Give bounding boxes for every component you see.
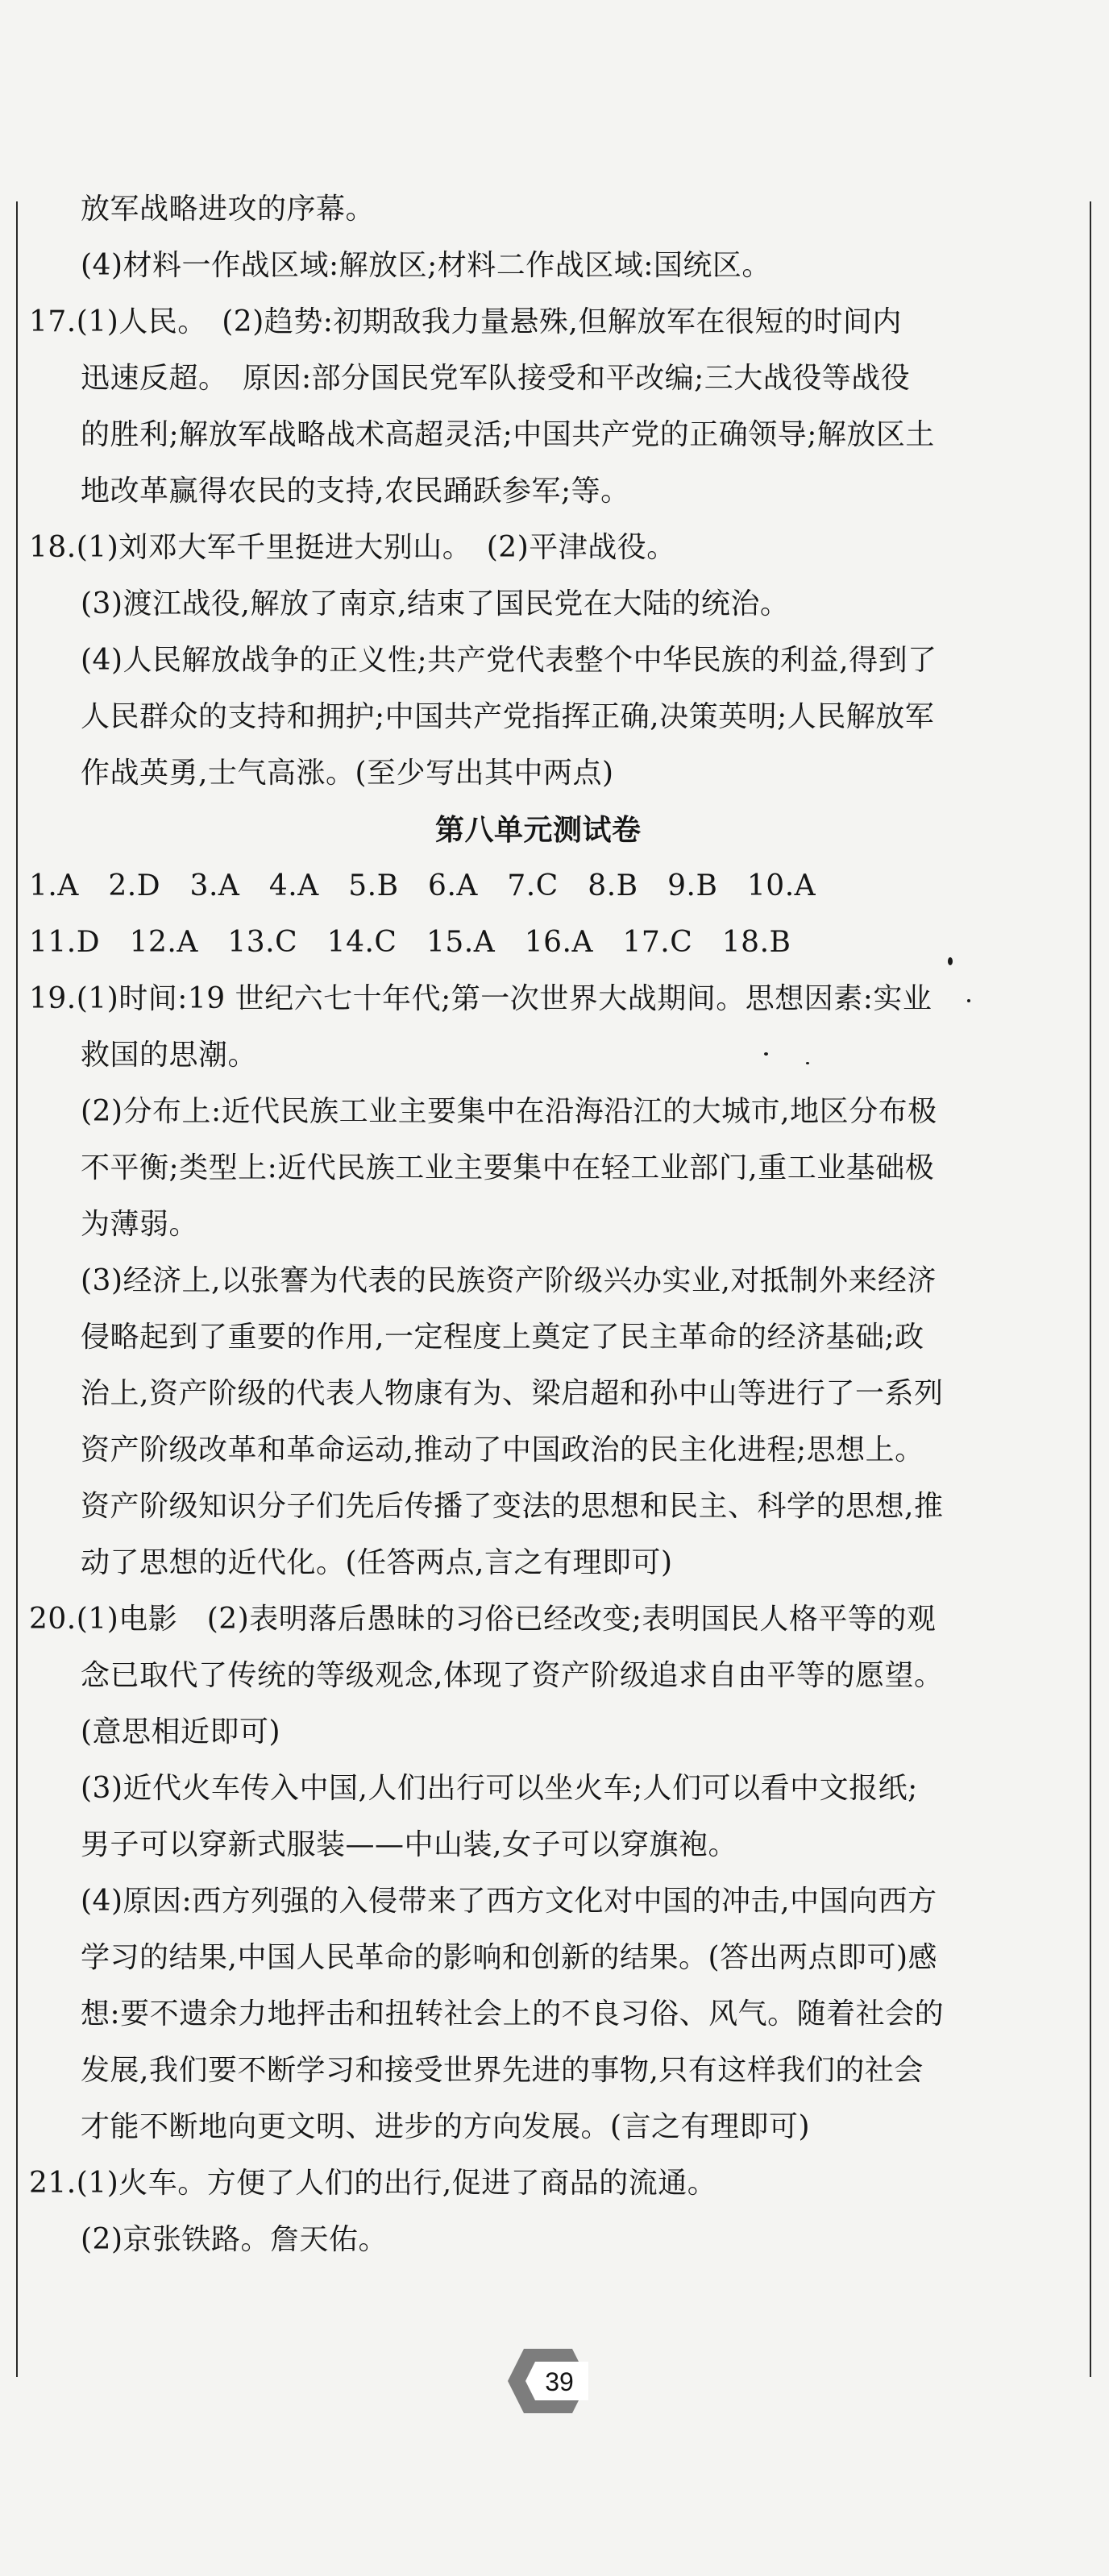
text-line: (意思相近即可) [81,1715,281,1748]
text-line: 资产阶级知识分子们先后传播了变法的思想和民主、科学的思想,推 [81,1490,944,1523]
text-line: 19.(1)时间:19 世纪六七十年代;第一次世界大战期间。思想因素:实业 [29,982,932,1015]
page-number-badge [500,2341,596,2421]
left-margin-rule [16,201,18,2377]
text-line: 侵略起到了重要的作用,一定程度上奠定了民主革命的经济基础;政 [81,1321,924,1354]
text-line: 人民群众的支持和拥护;中国共产党指挥正确,决策英明;人民解放军 [81,700,935,733]
answer-key-row: 11.D 12.A 13.C 14.C 15.A 16.A 17.C 18.B [29,926,791,959]
right-margin-rule [1090,201,1091,2377]
text-line: 为薄弱。 [81,1208,199,1241]
text-line: 17.(1)人民。 (2)趋势:初期敌我力量悬殊,但解放军在很短的时间内 [29,305,902,338]
text-line: (2)京张铁路。詹天佑。 [81,2223,388,2256]
text-line: 21.(1)火车。方便了人们的出行,促进了商品的流通。 [29,2167,717,2200]
text-line: 发展,我们要不断学习和接受世界先进的事物,只有这样我们的社会 [81,2054,924,2087]
section-title: 第八单元测试卷 [435,813,642,847]
ink-speck [806,1062,809,1064]
text-line: 作战英勇,士气高涨。(至少写出其中两点) [81,757,614,790]
answer-key-row: 1.A 2.D 3.A 4.A 5.B 6.A 7.C 8.B 9.B 10.A [29,869,816,902]
text-line: 迅速反超。 原因:部分国民党军队接受和平改编;三大战役等战役 [81,362,911,395]
text-line: (3)近代火车传入中国,人们出行可以坐火车;人们可以看中文报纸; [81,1772,918,1805]
text-line: (4)原因:西方列强的入侵带来了西方文化对中国的冲击,中国向西方 [81,1885,937,1918]
text-line: 18.(1)刘邓大军千里挺进大别山。 (2)平津战役。 [29,531,676,564]
text-line: (3)渡江战役,解放了南京,结束了国民党在大陆的统治。 [81,587,790,620]
text-line: (4)材料一作战区域:解放区;材料二作战区域:国统区。 [81,249,771,282]
text-line: (3)经济上,以张謇为代表的民族资产阶级兴办实业,对抵制外来经济 [81,1264,937,1297]
ink-speck [764,1052,768,1056]
text-line: 想:要不遗余力地抨击和扭转社会上的不良习俗、风气。随着社会的 [81,1997,945,2031]
text-line: 男子可以穿新式服装——中山装,女子可以穿旗袍。 [81,1828,737,1861]
text-line: 学习的结果,中国人民革命的影响和创新的结果。(答出两点即可)感 [81,1941,938,1974]
ink-speck [948,957,953,965]
text-line: (4)人民解放战争的正义性;共产党代表整个中华民族的利益,得到了 [81,644,937,677]
page-number: 39 [545,2367,574,2396]
text-line: 救国的思潮。 [81,1039,258,1072]
text-line: (2)分布上:近代民族工业主要集中在沿海沿江的大城市,地区分布极 [81,1095,937,1128]
text-line: 放军战略进攻的序幕。 [81,193,376,226]
text-line: 治上,资产阶级的代表人物康有为、梁启超和孙中山等进行了一系列 [81,1377,944,1410]
text-line: 的胜利;解放军战略战术高超灵活;中国共产党的正确领导;解放区土 [81,418,935,451]
text-line: 地改革赢得农民的支持,农民踊跃参军;等。 [81,475,630,508]
text-line: 念已取代了传统的等级观念,体现了资产阶级追求自由平等的愿望。 [81,1659,944,1692]
text-line: 动了思想的近代化。(任答两点,言之有理即可) [81,1546,673,1579]
text-line: 才能不断地向更文明、进步的方向发展。(言之有理即可) [81,2110,811,2143]
text-line: 不平衡;类型上:近代民族工业主要集中在轻工业部门,重工业基础极 [81,1151,935,1184]
text-line: 资产阶级改革和革命运动,推动了中国政治的民主化进程;思想上。 [81,1433,924,1466]
text-line: 20.(1)电影 (2)表明落后愚昧的习俗已经改变;表明国民人格平等的观 [29,1603,937,1636]
ink-speck [967,999,970,1002]
